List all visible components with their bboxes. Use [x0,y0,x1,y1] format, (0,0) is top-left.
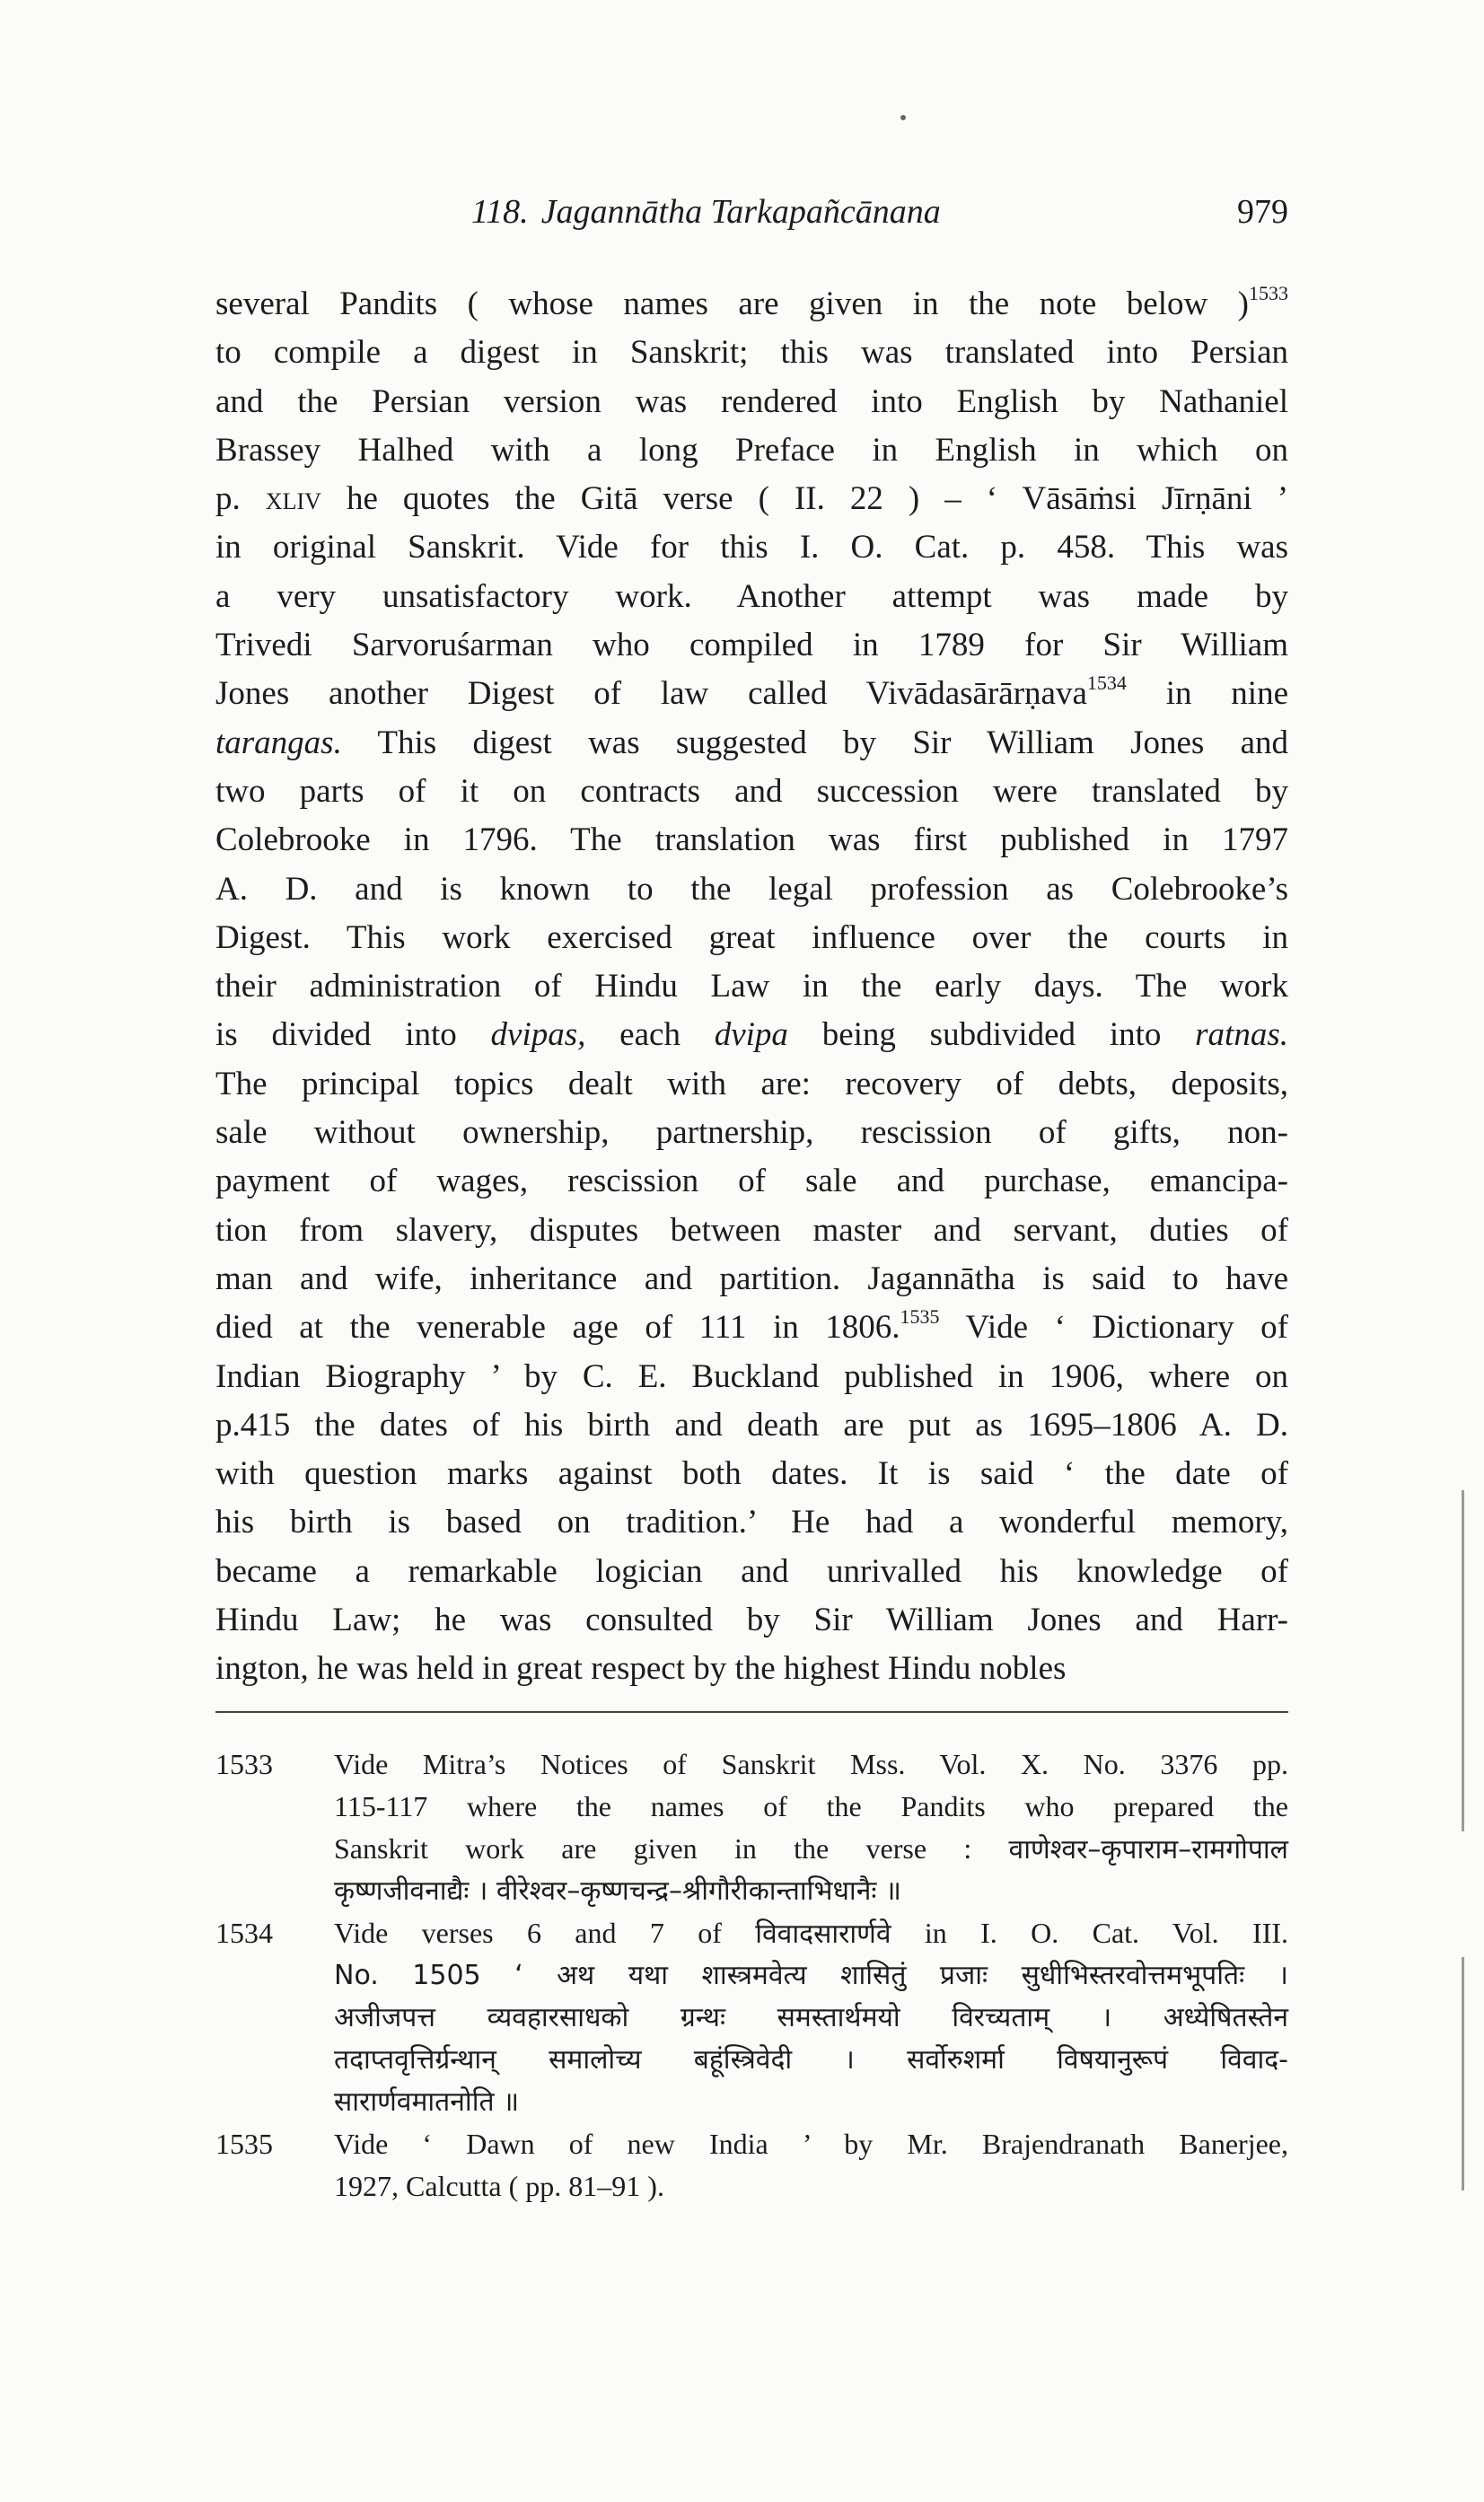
body-line: Hindu Law; he was consulted by Sir William Jones and Harr- [215,1602,1288,1639]
body-line: Indian Biography ’ by C. E. Buckland published in 1906, where on [215,1357,1288,1395]
footnote-ref[interactable]: 1534 [1086,672,1127,695]
body-line: sale without ownership, partnership, rescission of gifts, non- [215,1114,1288,1152]
footnote-line: No. 1505 ‘ अथ यथा शास्त्रमवेत्य शासितुं प्रजाः सुधीभिस्तरवोत्तमभूपतिः । [334,1960,1288,1991]
body-line: Trivedi Sarvoruśarman who compiled in 1789 for Sir William [215,627,1288,664]
footnote-number: 1535 [215,2128,273,2160]
body-line: became a remarkable logician and unrivalled his knowledge of [215,1552,1288,1590]
running-title-text: Jagannātha Tarkapañcānana [540,193,941,231]
footnote-line: Vide verses 6 and 7 of विवादसारार्णवे in I. O. Cat. Vol. III. [334,1917,1289,1950]
body-line: payment of wages, rescission of sale and purchase, emancipa- [215,1163,1288,1200]
footnote-1534 [215,1912,1288,2123]
footnote-1533 [215,1743,1288,1912]
footnote-line: सारार्णवमातनोति ॥ [334,2086,520,2118]
page-number: 979 [1237,193,1288,231]
running-header [215,187,1288,241]
body-line: is divided into dvipas, each dvipa being subdivided into ratnas. [215,1016,1288,1054]
footnote-line: 1927, Calcutta ( pp. 81–91 ). [334,2170,664,2202]
scan-margin-mark [1462,1490,1464,1831]
footnote-line: 115-117 where the names of the Pandits who prepared the [334,1790,1288,1822]
footnote-divider [215,1711,1288,1713]
body-line: Jones another Digest of law called Vivādasārārṇava$^{1534}$ in nine [215,672,1288,713]
body-line: in original Sanskrit. Vide for this I. O. Cat. p. 458. This was [215,529,1288,566]
footnote-line: अजीजपत्त व्यवहारसाधको ग्रन्थः समस्तार्थमयो विरच्यताम् । अध्येषितस्तेन [334,2002,1288,2033]
footnote-line: Vide Mitra’s Notices of Sanskrit Mss. Vol. X. No. 3376 pp. [334,1748,1288,1780]
body-line: p.415 the dates of his birth and death are put as 1695–1806 A. D. [215,1406,1288,1444]
body-line: a very unsatisfactory work. Another attempt was made by [215,577,1288,615]
body-text [215,280,1288,1694]
footnote-number: 1534 [215,1917,273,1949]
body-line: two parts of it on contracts and succession were translated by [215,772,1288,810]
body-line: tion from slavery, disputes between master and servant, duties of [215,1211,1288,1249]
footnotes [215,1743,1288,2208]
footnote-1535 [215,2123,1288,2208]
footnote-line: तदाप्तवृत्तिर्ग्रन्थान् समालोच्य बहूंस्त्रिवेदी । सर्वोरुशर्मा विषयानुरूपं विवाद- [334,2044,1288,2076]
body-line: ington, he was held in great respect by the highest Hindu nobles [215,1650,1067,1688]
body-line: died at the venerable age of 111 in 1806.$^{1535}$ Vide ‘ Dictionary of [215,1305,1288,1347]
body-line: and the Persian version was rendered into English by Nathaniel [215,382,1288,420]
body-line: tarangas. This digest was suggested by Sir William Jones and [215,724,1288,761]
body-line: A. D. and is known to the legal profession as Colebrooke’s [215,870,1288,908]
body-line: Brassey Halhed with a long Preface in English in which on [215,431,1288,469]
body-line: with question marks against both dates. It is said ‘ the date of [215,1455,1288,1493]
scan-speck [900,115,906,120]
footnote-ref[interactable]: 1533 [1249,282,1288,304]
body-line: his birth is based on tradition.’ He had a wonderful memory, [215,1504,1288,1541]
body-line: p. xliv he quotes the Gitā verse ( II. 22 ) – ‘ Vāsāṁsi Jīrṇāni ’ [215,480,1289,518]
footnote-ref[interactable]: 1535 [900,1305,940,1329]
body-line: to compile a digest in Sanskrit; this was translated into Persian [215,334,1288,372]
footnote-number: 1533 [215,1748,273,1780]
body-line: their administration of Hindu Law in the early days. The work [215,968,1288,1005]
scan-margin-mark [1462,1957,1464,2190]
footnote-line: Sanskrit work are given in the verse : वाणेश्वर–कृपाराम–रामगोपाल [334,1832,1289,1866]
body-line: man and wife, inheritance and partition. Jagannātha is said to have [215,1260,1288,1297]
footnote-line: कृष्णजीवनाद्यैः । वीरेश्वर–कृष्णचन्द्र–श्रीगौरीकान्ताभिधानैः ॥ [334,1875,901,1907]
body-line: Digest. This work exercised great influence over the courts in [215,918,1288,956]
running-title [471,192,941,232]
body-line: several Pandits ( whose names are given in the note below )$^{1533}$ [215,282,1288,322]
chapter-number: 118. [471,193,529,231]
footnote-line: Vide ‘ Dawn of new India ’ by Mr. Brajendranath Banerjee, [334,2128,1288,2160]
body-line: The principal topics dealt with are: recovery of debts, deposits, [215,1065,1288,1102]
body-line: Colebrooke in 1796. The translation was first published in 1797 [215,821,1288,859]
